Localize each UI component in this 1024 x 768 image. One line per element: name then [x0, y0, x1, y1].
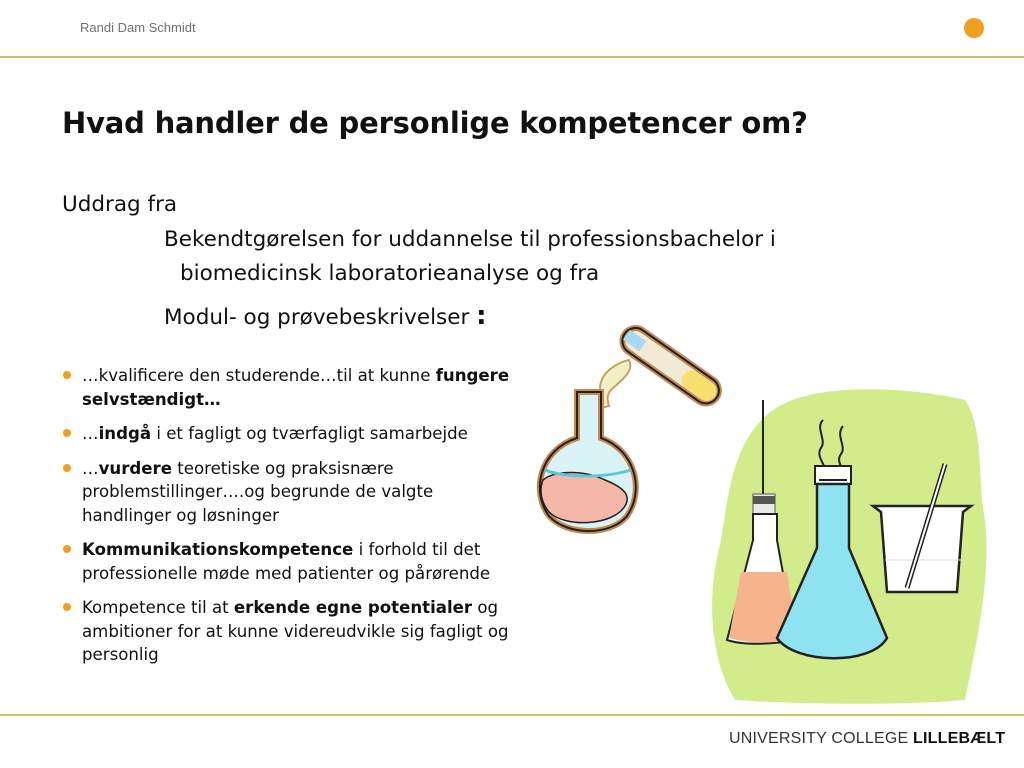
bullet-text: …kvalificere den studerende…til at kunne — [82, 366, 436, 385]
slide-title: Hvad handler de personlige kompetencer om? — [62, 106, 808, 140]
bullet-text: i forhold til det professionelle møde med patienter og pårørende — [82, 540, 491, 583]
bullet-bold-text: erkende egne potentialer — [233, 598, 473, 617]
drip-stream — [600, 360, 630, 408]
bullet-bold-text: vurdere — [98, 458, 172, 478]
bullet-bold-text: indgå — [98, 424, 152, 443]
bottom-divider — [0, 714, 1024, 716]
logo-part-2: LILLEBÆLT — [913, 730, 1006, 747]
bullet-text: … — [82, 458, 99, 478]
bullet-item — [62, 538, 512, 585]
intro-line-4-text: Modul- og prøvebeskrivelser — [164, 305, 470, 330]
round-flask — [540, 392, 636, 531]
bullet-item — [62, 422, 512, 446]
orange-dot-decoration — [964, 18, 984, 38]
bullet-item — [62, 364, 512, 411]
author-label: Randi Dam Schmidt — [80, 20, 196, 35]
intro-line-4 — [164, 301, 487, 331]
intro-line-2: Bekendtgørelsen for uddannelse til professionsbachelor i — [164, 227, 776, 252]
university-logo — [729, 730, 1005, 748]
bullet-text: Kompetence til at — [82, 598, 234, 617]
bullet-item — [62, 457, 512, 528]
bullet-dot — [63, 429, 71, 437]
laboratory-glassware-icon — [515, 320, 995, 710]
intro-line-3: biomedicinsk laboratorieanalyse og fra — [180, 261, 600, 286]
bullet-item — [62, 596, 512, 667]
bullet-list — [62, 364, 512, 678]
bullet-dot — [63, 371, 71, 379]
logo-part-1: UNIVERSITY COLLEGE — [729, 730, 914, 747]
bullet-dot — [63, 603, 71, 611]
intro-line-1: Uddrag fra — [62, 192, 178, 217]
test-tube — [617, 323, 724, 409]
bullet-text: teoretiske og praksisnære problemstillinger….og begrunde de valgte handlinger og løsninger — [82, 458, 434, 525]
bullet-bold-text: fungere selvstændigt… — [82, 366, 510, 409]
bullet-dot — [63, 545, 71, 553]
bullet-text: … — [82, 424, 99, 443]
bullet-bold-text: Kommunikationskompetence — [82, 540, 354, 559]
bullet-dot — [63, 464, 71, 472]
intro-colon: : — [476, 301, 487, 331]
top-divider — [0, 56, 1024, 58]
bullet-text: og ambitioner for at kunne videreudvikle sig fagligt og personlig — [82, 598, 509, 664]
bullet-text: i et fagligt og tværfagligt samarbejde — [151, 424, 468, 443]
